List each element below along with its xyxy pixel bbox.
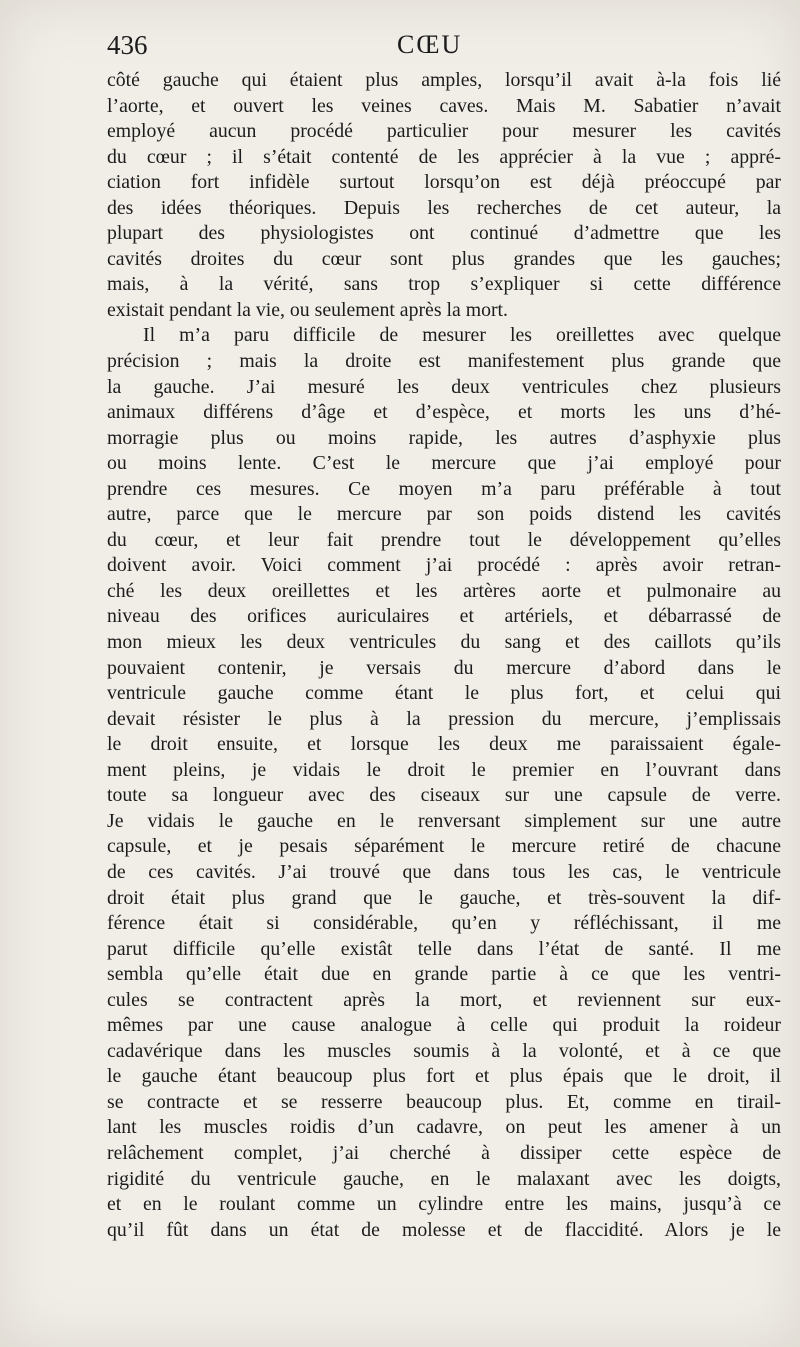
page-number: 436 [107, 30, 148, 60]
text-line: capsule, et je pesais séparément le mercure retiré de chacune [107, 835, 781, 858]
text-line: le droit ensuite, et lorsque les deux me paraissaient égale- [107, 733, 781, 756]
paragraph-start-line: Il m’a paru difficile de mesurer les oreillettes avec quelque [143, 324, 781, 347]
text-line: pouvaient contenir, je versais du mercure d’abord dans le [107, 656, 781, 679]
paragraph-end-line: existait pendant la vie, ou seulement après la mort. [107, 298, 508, 321]
text-line: ment pleins, je vidais le droit le premier en l’ouvrant dans [107, 758, 781, 781]
text-line: rigidité du ventricule gauche, en le malaxant avec les doigts, [107, 1167, 781, 1190]
text-line: de ces cavités. J’ai trouvé que dans tous les cas, le ventricule [107, 860, 781, 883]
text-line: mais, à la vérité, sans trop s’expliquer si cette différence [107, 273, 781, 296]
text-line: côté gauche qui étaient plus amples, lorsqu’il avait à-la fois lié [107, 69, 781, 91]
text-line: niveau des orifices auriculaires et artériels, et débarrassé de [107, 605, 781, 628]
text-line: mon mieux les deux ventricules du sang et des caillots qu’ils [107, 631, 781, 654]
text-line: animaux différens d’âge et d’espèce, et morts les uns d’hé- [107, 401, 781, 424]
text-line: cadavérique dans les muscles soumis à la volonté, et à ce que [107, 1039, 781, 1062]
text-line: sembla qu’elle était due en grande partie à ce que les ventri- [107, 963, 781, 986]
text-line: cules se contractent après la mort, et reviennent sur eux- [107, 988, 781, 1011]
text-line: mêmes par une cause analogue à celle qui produit la roideur [107, 1014, 781, 1037]
text-line: du cœur, et leur fait prendre tout le développement qu’elles [107, 528, 781, 551]
text-line: doivent avoir. Voici comment j’ai procédé : après avoir retran- [107, 554, 781, 577]
text-line: ou moins lente. C’est le mercure que j’ai employé pour [107, 452, 781, 475]
text-line: prendre ces mesures. Ce moyen m’a paru préférable à tout [107, 477, 781, 500]
text-line: l’aorte, et ouvert les veines caves. Mais M. Sabatier n’avait [107, 94, 781, 117]
text-line: employé aucun procédé particulier pour mesurer les cavités [107, 120, 781, 143]
text-line: Je vidais le gauche en le renversant simplement sur une autre [107, 809, 781, 832]
text-line: ché les deux oreillettes et les artères aorte et pulmonaire au [107, 579, 781, 602]
text-line: férence était si considérable, qu’en y réfléchissant, il me [107, 912, 781, 935]
text-line: autre, parce que le mercure par son poids distend les cavités [107, 503, 781, 526]
text-line: qu’il fût dans un état de molesse et de flaccidité. Alors je le [107, 1218, 781, 1241]
text-line: précision ; mais la droite est manifestement plus grande que [107, 350, 781, 373]
text-line: du cœur ; il s’était contenté de les apprécier à la vue ; appré- [107, 145, 781, 168]
running-title: CŒU [397, 30, 463, 59]
text-line: parut difficile qu’elle existât telle dans l’état de santé. Il me [107, 937, 781, 960]
text-line: cavités droites du cœur sont plus grandes que les gauches; [107, 247, 781, 270]
text-line: ventricule gauche comme étant le plus fort, et celui qui [107, 682, 781, 705]
text-line: des idées théoriques. Depuis les recherches de cet auteur, la [107, 196, 781, 219]
text-line: se contracte et se resserre beaucoup plus. Et, comme en tirail- [107, 1090, 781, 1113]
text-line: plupart des physiologistes ont continué d’admettre que les [107, 222, 781, 245]
text-line: le gauche étant beaucoup plus fort et plus épais que le droit, il [107, 1065, 781, 1088]
text-line: la gauche. J’ai mesuré les deux ventricules chez plusieurs [107, 375, 781, 398]
text-line: ciation fort infidèle surtout lorsqu’on est déjà préoccupé par [107, 171, 781, 194]
body-text [107, 68, 781, 1243]
text-line: devait résister le plus à la pression du mercure, j’emplissais [107, 707, 781, 730]
text-line: lant les muscles roidis d’un cadavre, on peut les amener à un [107, 1116, 781, 1139]
text-line: morragie plus ou moins rapide, les autres d’asphyxie plus [107, 426, 781, 449]
text-line: toute sa longueur avec des ciseaux sur une capsule de verre. [107, 784, 781, 807]
text-line: droit était plus grand que le gauche, et très-souvent la dif- [107, 886, 781, 909]
running-head [107, 30, 780, 64]
text-line: relâchement complet, j’ai cherché à dissiper cette espèce de [107, 1141, 781, 1164]
text-line: et en le roulant comme un cylindre entre les mains, jusqu’à ce [107, 1193, 781, 1216]
